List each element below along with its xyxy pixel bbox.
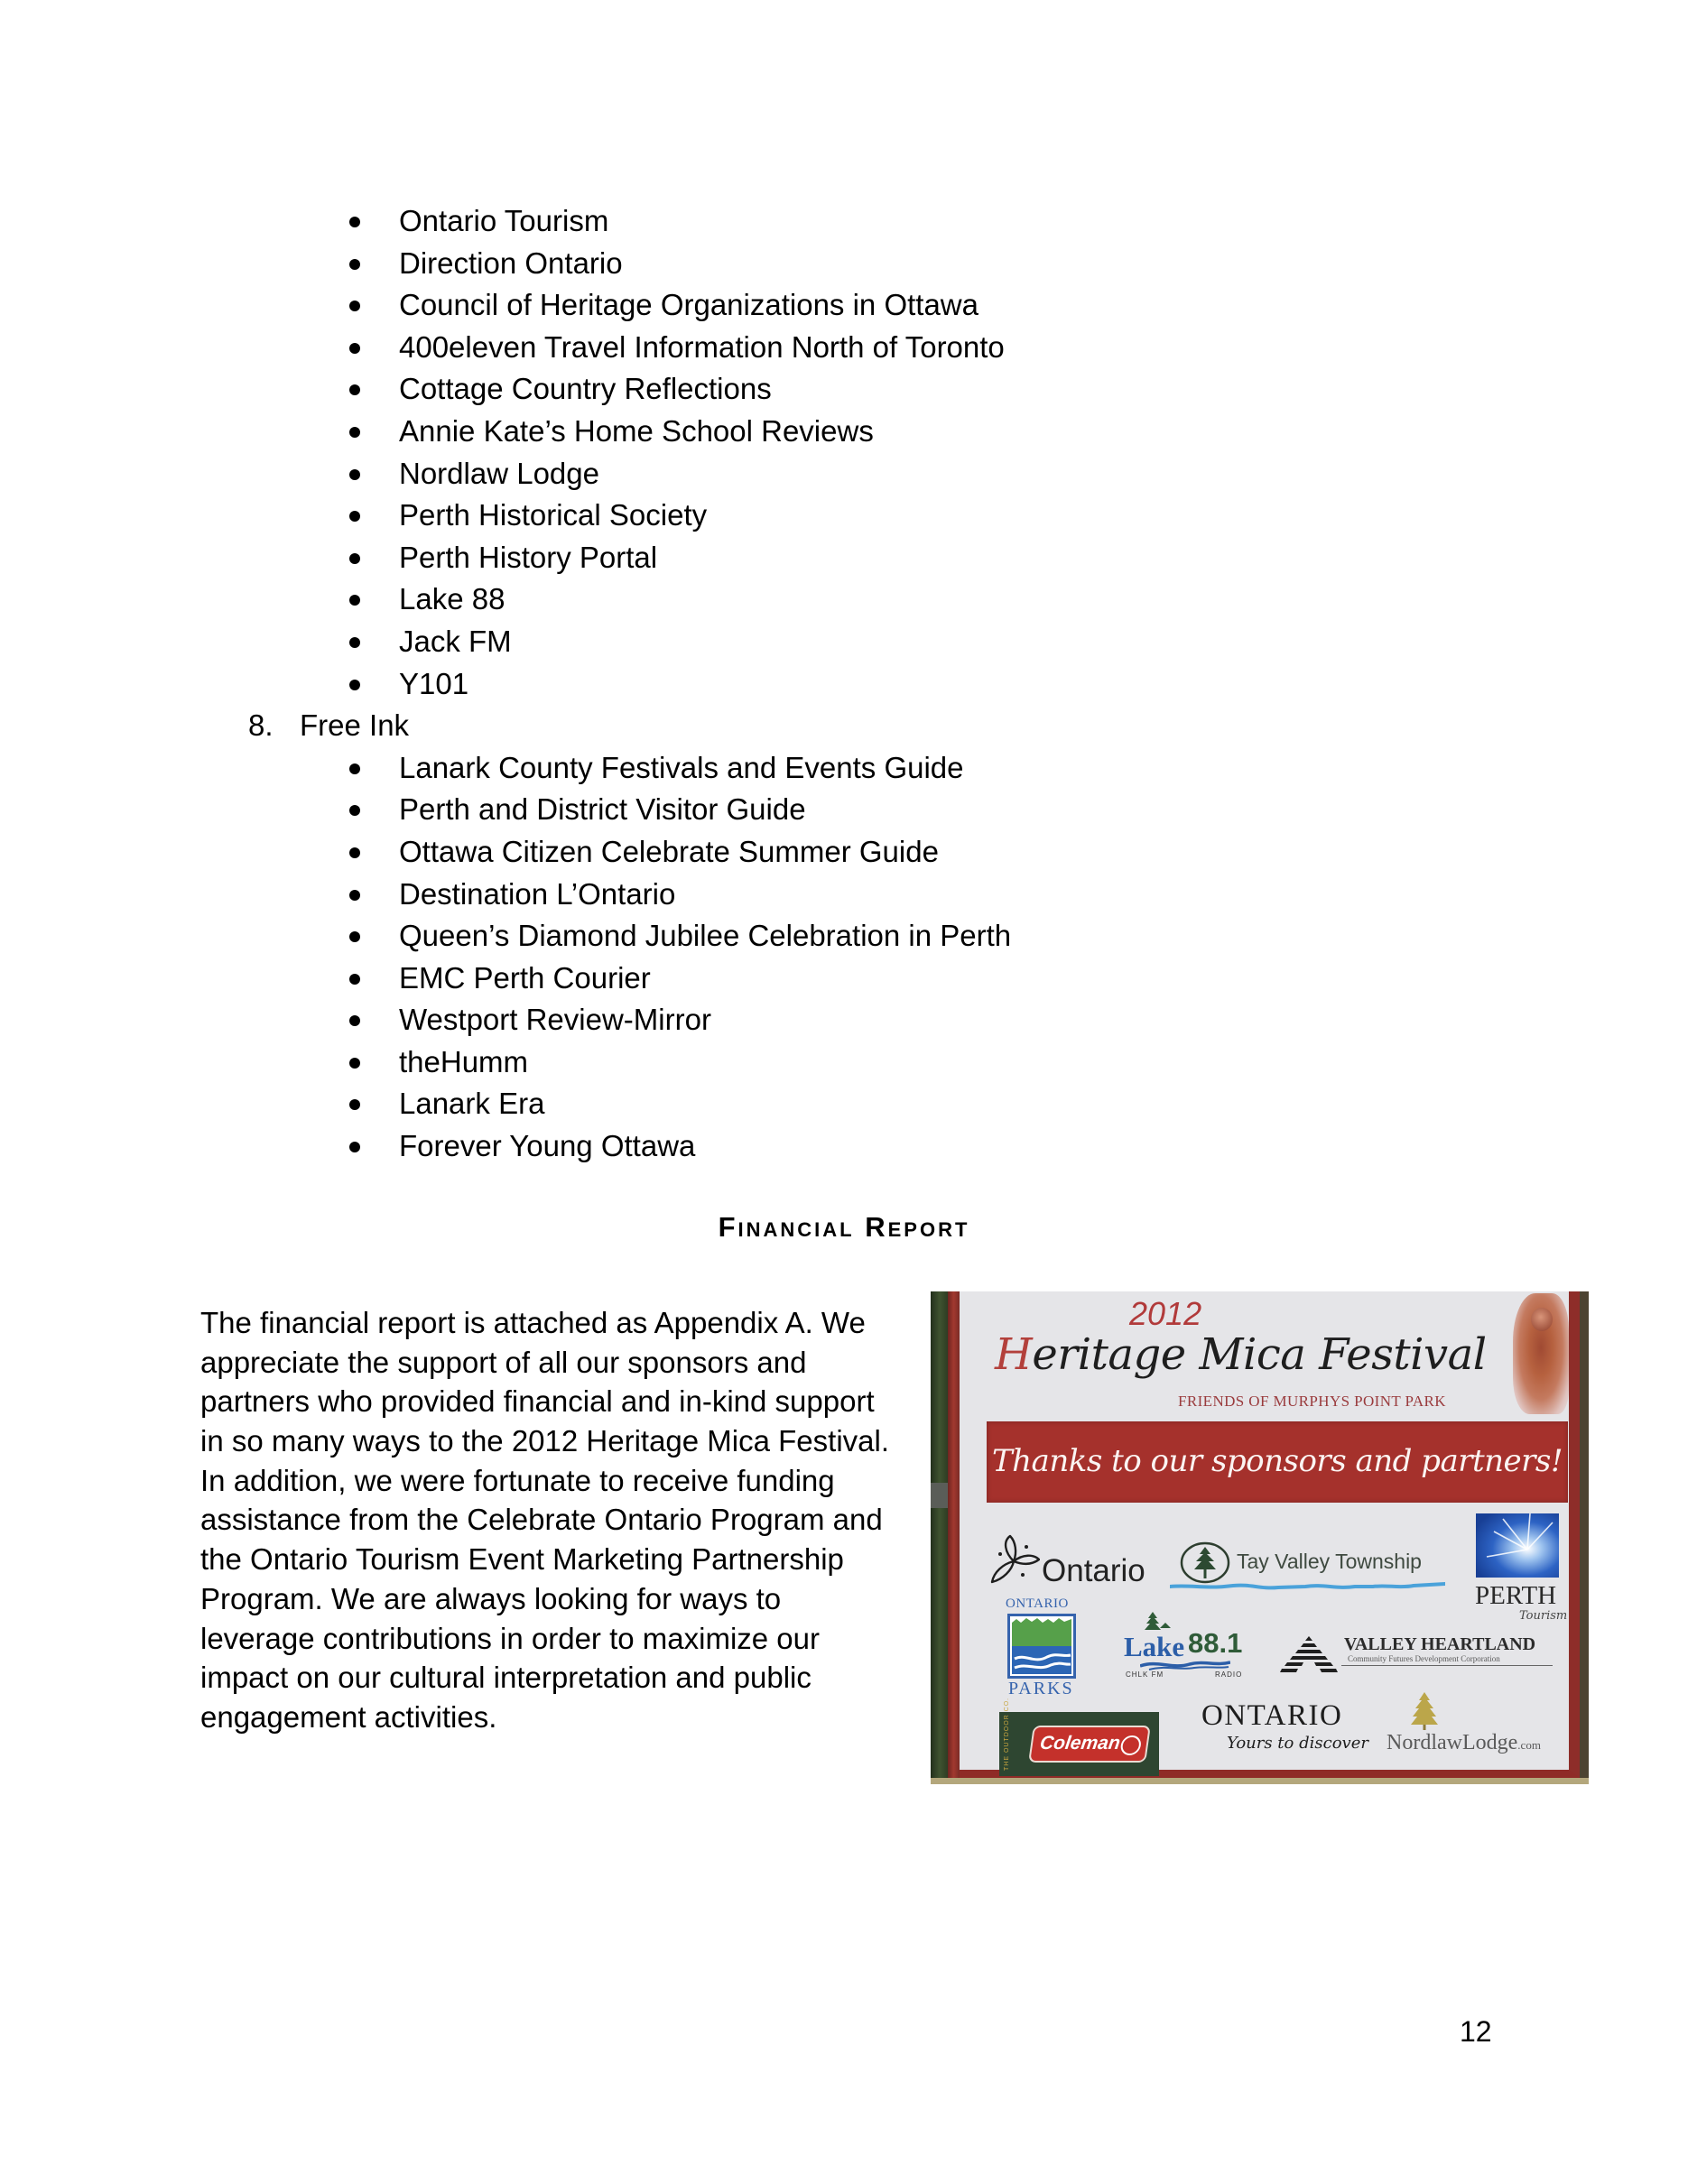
bullet-icon [349,680,360,690]
lake-callsign-text: CHLK FM [1126,1670,1164,1679]
list-item-text: Lanark Era [399,1087,545,1121]
lake-frequency-text: 88.1 [1188,1627,1243,1659]
paragraph-line: impact on our cultural interpretation and public [200,1661,812,1695]
list-item [0,1041,1688,1084]
nordlaw-lodge-suffix: .com [1517,1738,1541,1752]
sign-banner [987,1421,1568,1503]
list-item-text: Queen’s Diamond Jubilee Celebration in Perth [399,919,1012,953]
list-item-text: Ottawa Citizen Celebrate Summer Guide [399,834,939,868]
sign-post [948,1291,960,1784]
bullet-icon [349,511,360,522]
numbered-item-label: Free Ink [300,708,410,743]
list-item [0,368,1688,411]
numbered-item-free-ink [0,705,1688,747]
background-foliage [931,1291,949,1784]
list-item [0,958,1688,1000]
coleman-logo-text: Coleman [1038,1733,1122,1754]
paragraph-line: the Ontario Tourism Event Marketing Partnership [200,1542,844,1577]
perth-starburst-icon [1476,1513,1559,1578]
bullet-icon [349,427,360,438]
sign-title: Heritage Mica Festival [995,1329,1487,1380]
coleman-badge [1028,1726,1151,1763]
paragraph-line: appreciate the support of all our sponsors and [200,1345,807,1379]
tay-valley-tree-icon [1180,1541,1230,1584]
list-item [0,789,1688,831]
paragraph-line: partners who provided financial and in-kind support [200,1384,875,1419]
bullet-icon [349,931,360,942]
bullet-icon [349,637,360,648]
trillium-logo-icon [988,1534,1040,1584]
list-item [0,243,1688,285]
list-item [0,999,1688,1041]
background-ground [931,1778,1589,1784]
perth-logo-subtext: Tourism [1519,1609,1568,1623]
list-item-text: theHumm [399,1044,529,1078]
outreach-list [0,200,1688,1168]
bullet-icon [349,1142,360,1152]
lake-logo-text: Lake [1124,1631,1185,1662]
valley-heartland-subtext: Community Futures Development Corporation [1348,1654,1500,1663]
ontario-parks-top-text: ONTARIO [1006,1596,1069,1611]
list-item [0,663,1688,706]
list-item-text: Perth History Portal [399,540,658,574]
list-item [0,327,1688,369]
bullet-icon [349,595,360,606]
ontario-logo-text: Ontario [1042,1553,1145,1588]
ontario-tourism-logo-text: ONTARIO [1201,1699,1343,1732]
bullet-icon [349,343,360,354]
bullet-icon [349,1015,360,1026]
page-number: 12 [1460,2015,1492,2048]
bullet-icon [349,217,360,227]
bullet-icon [349,805,360,816]
ontario-parks-emblem-icon [1007,1614,1076,1679]
bullet-icon [349,1099,360,1110]
bullet-icon [349,301,360,311]
list-item [0,747,1688,790]
list-item-text: Council of Heritage Organizations in Ottawa [399,288,978,322]
paragraph-line: The financial report is attached as Appendix A. We [200,1306,866,1339]
valley-heartland-underline [1341,1665,1553,1666]
list-item-text: Perth and District Visitor Guide [399,792,806,827]
lake-wave-icon [1140,1659,1230,1670]
list-item [0,284,1688,327]
list-item-text: Annie Kate’s Home School Reviews [399,413,874,448]
list-item [0,453,1688,495]
list-item-text: Destination L’Ontario [399,876,676,911]
ontario-parks-bottom-text: PARKS [1008,1679,1074,1698]
background-right-edge [1580,1291,1589,1784]
mica-figure-head [1531,1308,1553,1331]
list-item-text: Ontario Tourism [399,204,609,237]
list-item [0,831,1688,874]
bullet-icon [349,1058,360,1069]
list-item-text: Y101 [399,666,469,700]
paragraph-line: assistance from the Celebrate Ontario Program and [200,1503,883,1537]
list-item [0,1083,1688,1125]
valley-heartland-pyramid-icon [1280,1636,1338,1672]
bullet-icon [349,553,360,564]
coleman-logo [999,1697,1159,1776]
list-item [0,200,1688,243]
list-item-text: Jack FM [399,624,512,658]
tay-valley-logo-text: Tay Valley Township [1237,1550,1422,1573]
list-item-text: Forever Young Ottawa [399,1129,696,1163]
list-item [0,537,1688,579]
list-item [0,915,1688,958]
paragraph-line: Program. We are always looking for ways to [200,1581,782,1615]
background-rail [931,1483,949,1508]
sign-year: 2012 [1129,1295,1202,1332]
coleman-lantern-icon [1119,1735,1142,1755]
bullet-icon [349,974,360,985]
list-item [0,874,1688,916]
lake-radio-text: RADIO [1215,1670,1243,1679]
list-item-text: Westport Review-Mirror [399,1003,711,1037]
list-item-text: EMC Perth Courier [399,960,651,995]
nordlaw-lodge-logo-text [1387,1732,1541,1756]
perth-logo-text: PERTH [1475,1581,1557,1610]
bullet-icon [349,469,360,480]
ontario-tourism-tagline: Yours to discover [1227,1734,1368,1753]
bullet-icon [349,259,360,270]
financial-report-heading: Financial Report [718,1211,970,1243]
list-item-text: Nordlaw Lodge [399,456,599,490]
list-item [0,621,1688,663]
bullet-icon [349,384,360,395]
paragraph-line: engagement activities. [200,1699,497,1734]
list-item-text: Direction Ontario [399,245,623,280]
paragraph-line: In addition, we were fortunate to receive funding [200,1463,835,1497]
bullet-icon [349,763,360,774]
sponsor-sign-photo [931,1291,1589,1784]
sign-banner-text: Thanks to our sponsors and partners! [991,1443,1563,1479]
lake-tree-icon [1144,1612,1171,1632]
list-item [0,411,1688,453]
list-item-text: 400eleven Travel Information North of Toronto [399,329,1005,364]
bullet-icon [349,847,360,858]
paragraph-line: in so many ways to the 2012 Heritage Mica Festival. [200,1424,890,1458]
list-number: 8. [248,708,274,743]
tay-valley-wave-icon [1170,1581,1445,1592]
nordlaw-lodge-name: NordlawLodge [1387,1731,1518,1754]
nordlaw-tree-icon [1410,1692,1439,1730]
coleman-side-text: THE OUTDOOR CO. [1004,1697,1010,1771]
sign-subtitle: FRIENDS OF MURPHYS POINT PARK [1178,1393,1446,1410]
paragraph-line: leverage contributions in order to maximize our [200,1621,820,1655]
bullet-icon [349,890,360,901]
financial-report-paragraph [200,1303,889,1737]
list-item [0,495,1688,537]
list-item-text: Cottage Country Reflections [399,372,772,406]
list-item-text: Lake 88 [399,582,505,616]
valley-heartland-logo-text: VALLEY HEARTLAND [1344,1634,1536,1654]
list-item [0,578,1688,621]
list-item-text: Perth Historical Society [399,498,708,532]
list-item [0,1125,1688,1168]
list-item-text: Lanark County Festivals and Events Guide [399,750,964,784]
